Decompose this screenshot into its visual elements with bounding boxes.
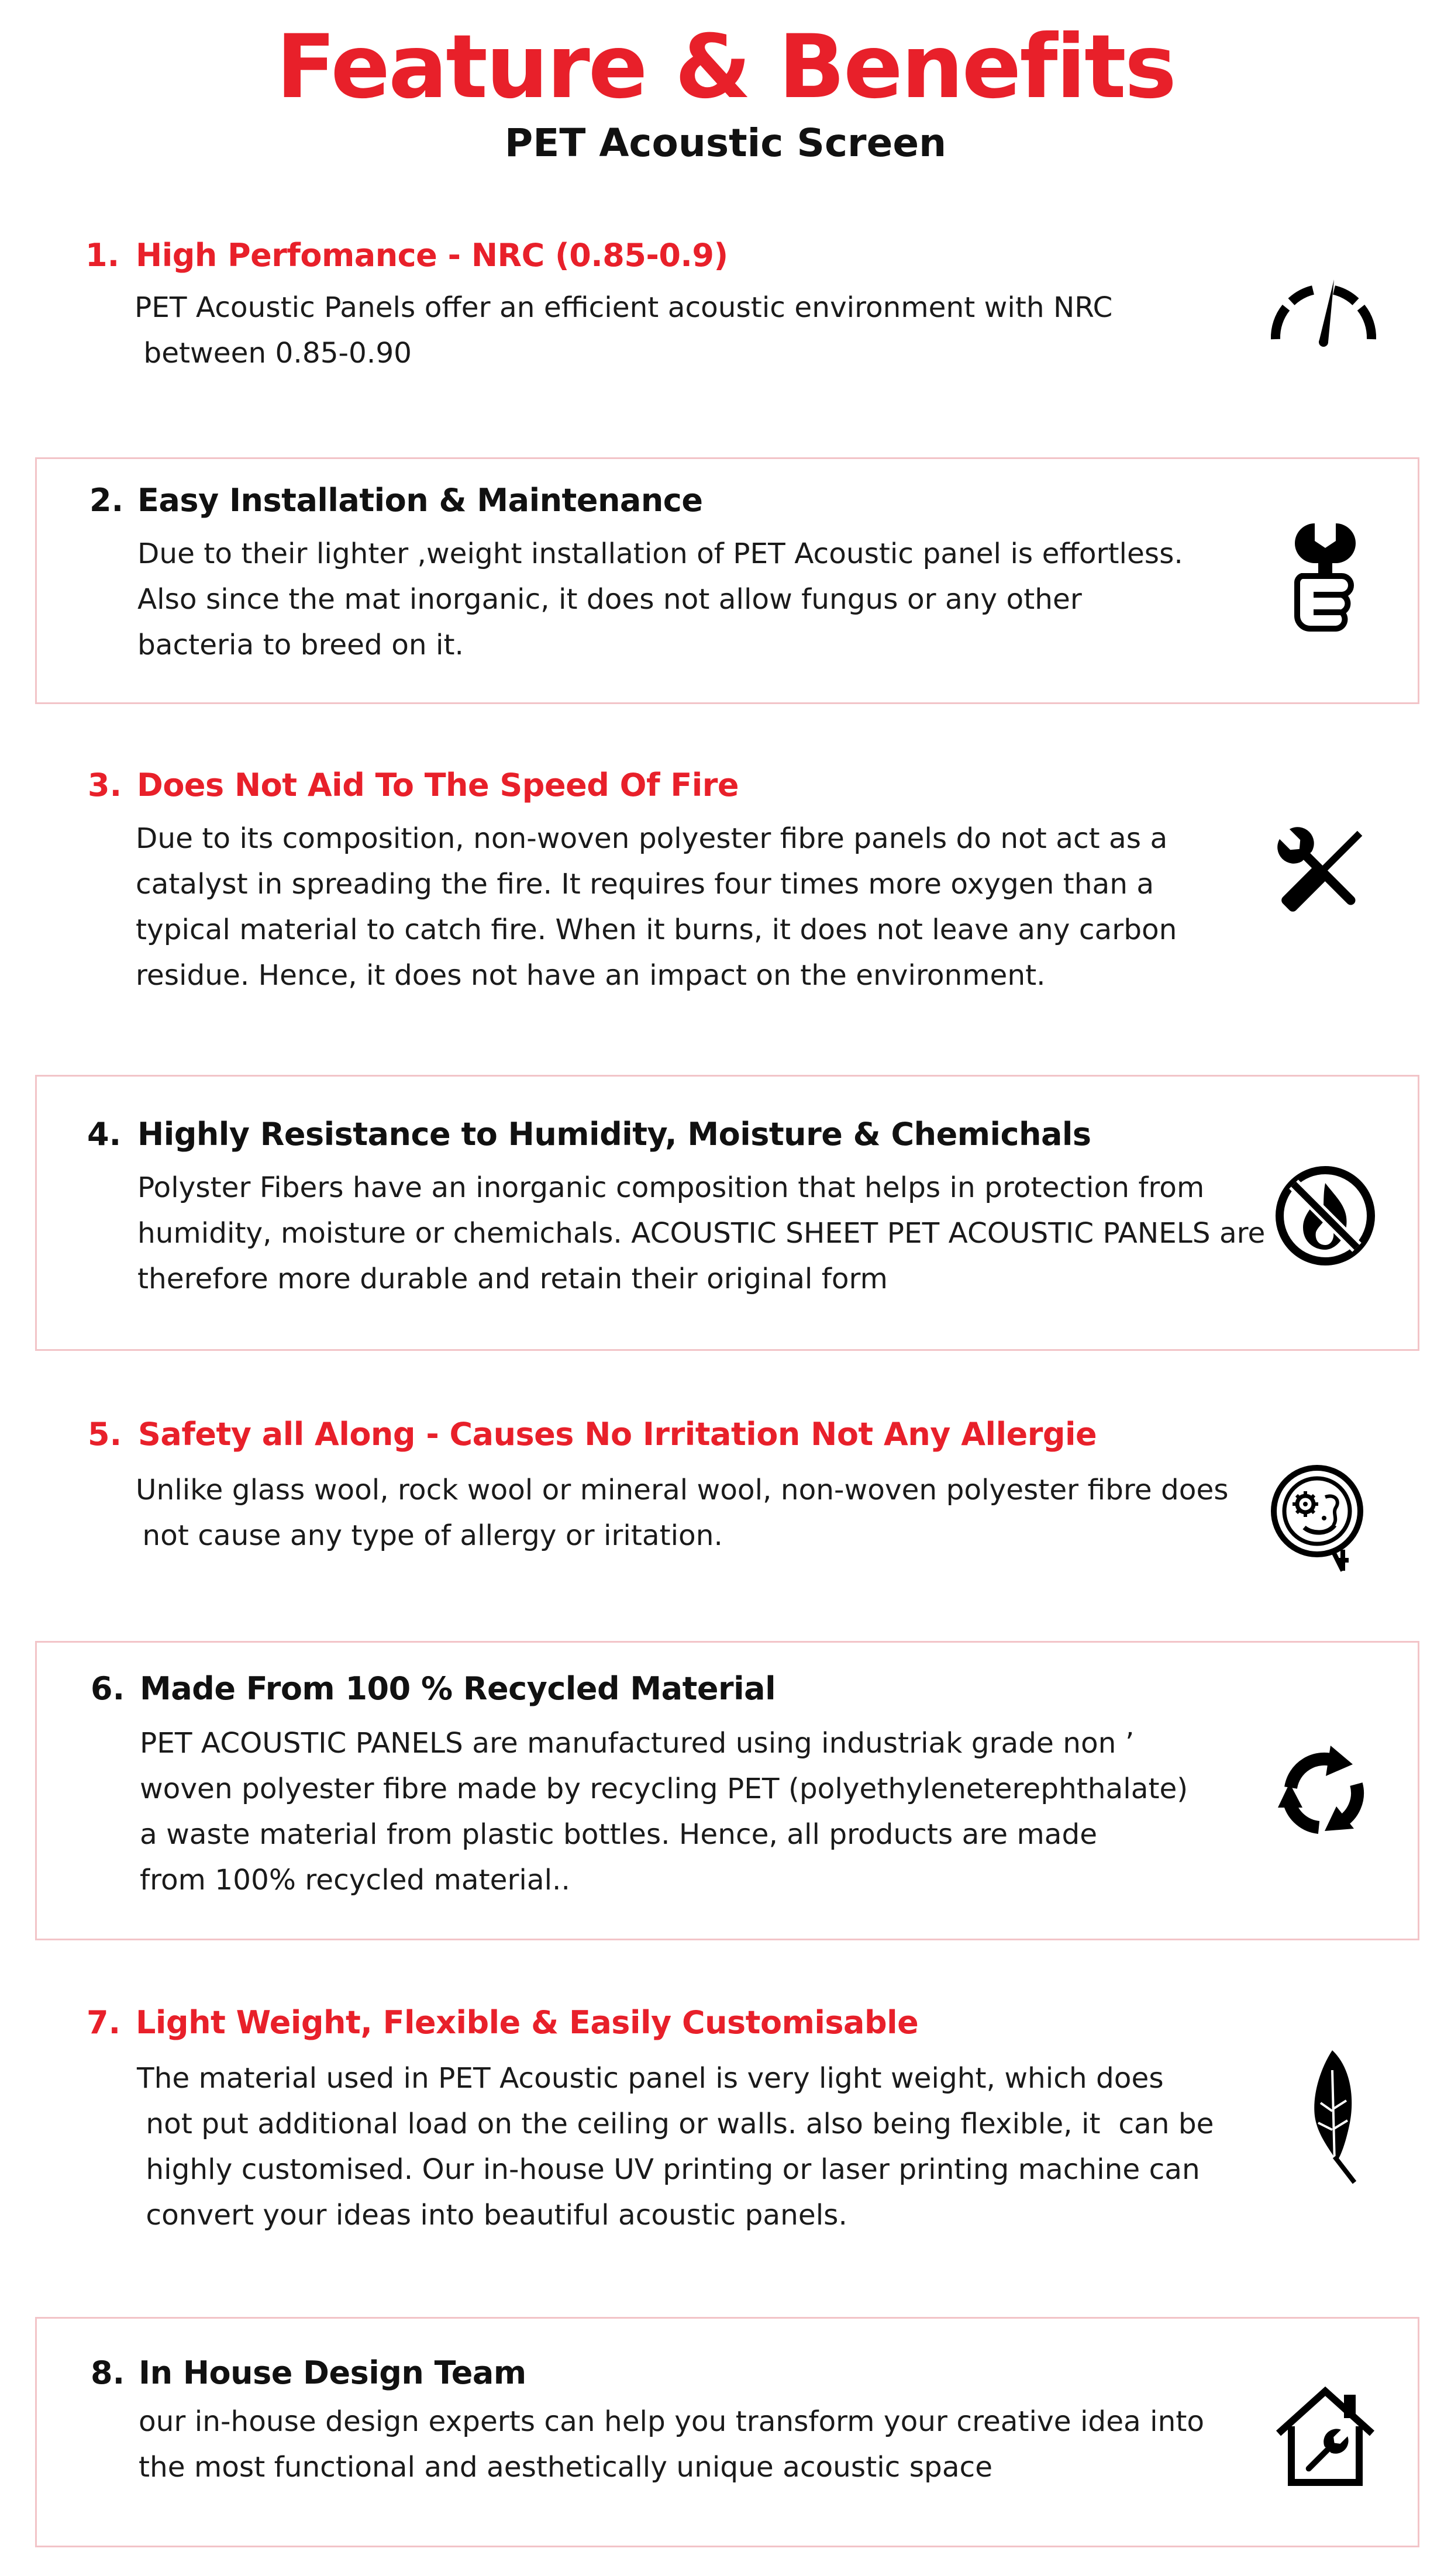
feature-heading: High Perfomance - NRC (0.85-0.9) [136,237,728,274]
feature-number: 3. [88,767,122,804]
feature-text-line: woven polyester fibre made by recycling PET (polyethyleneterephthalate) [140,1772,1188,1805]
feature-number: 8. [91,2354,125,2391]
feather-icon [1301,2047,1371,2187]
feature-number: 1. [85,237,120,274]
feature-text-line: PET Acoustic Panels offer an efficient acoustic environment with NRC [135,291,1113,324]
feature-heading: Highly Resistance to Humidity, Moisture & Chemichals [137,1116,1091,1153]
feature-text-line: catalyst in spreading the fire. It requires four times more oxygen than a [136,868,1154,901]
page-subtitle: PET Acoustic Screen [504,120,947,165]
feature-text-line: highly customised. Our in-house UV printing or laser printing machine can [137,2153,1200,2186]
feature-text-line: a waste material from plastic bottles. Hence, all products are made [140,1818,1098,1851]
feature-text-line: between 0.85-0.90 [135,337,412,370]
feature-text-line: humidity, moisture or chemichals. ACOUSTIC SHEET PET ACOUSTIC PANELS are [137,1217,1266,1250]
feature-item-8 [35,2317,1419,2547]
feature-number: 5. [88,1416,122,1453]
feature-item-2 [35,457,1419,704]
feature-text-line: not put additional load on the ceiling or walls. also being flexible, it can be [137,2108,1214,2140]
feature-text-line: our in-house design experts can help you transform your creative idea into [139,2405,1205,2438]
feature-text-line: residue. Hence, it does not have an impact on the environment. [136,959,1046,992]
feature-heading: Light Weight, Flexible & Easily Customisable [136,2004,919,2041]
feature-text-line: Unlike glass wool, rock wool or mineral wool, non-woven polyester fibre does [136,1474,1229,1506]
germ-magnifier-icon [1263,1462,1380,1579]
house-wrench-icon [1267,2377,1384,2494]
feature-item-4 [35,1075,1419,1351]
feature-heading: Made From 100 % Recycled Material [140,1670,776,1707]
feature-text-line: Polyster Fibers have an inorganic composition that helps in protection from [137,1171,1205,1204]
wrench-screwdriver-icon [1263,813,1380,930]
feature-heading: Does Not Aid To The Speed Of Fire [137,767,739,804]
feature-number: 6. [91,1670,125,1707]
feature-text-line: not cause any type of allergy or iritation. [133,1519,723,1552]
feature-heading: Easy Installation & Maintenance [137,482,703,519]
feature-item-6 [35,1641,1419,1940]
feature-number: 7. [87,2004,121,2041]
feature-number: 2. [89,482,124,519]
feature-text-line: therefore more durable and retain their original form [137,1263,888,1295]
page-title: Feature & Benefits [275,16,1176,118]
feature-text-line: Due to their lighter ,weight installation of PET Acoustic panel is effortless. [137,537,1183,570]
feature-heading: In House Design Team [139,2354,526,2391]
feature-text-line: typical material to catch fire. When it burns, it does not leave any carbon [136,913,1177,946]
speedometer-icon [1265,263,1382,380]
feature-text-line: PET ACOUSTIC PANELS are manufactured using industriak grade non ’ [140,1727,1135,1760]
feature-text-line: the most functional and aesthetically unique acoustic space [139,2451,993,2484]
feature-item-7 [35,1988,1419,2257]
hand-wrench-icon [1267,518,1384,634]
recycle-icon [1265,1734,1382,1851]
feature-text-line: The material used in PET Acoustic panel is very light weight, which does [137,2062,1164,2095]
feature-item-1 [35,222,1419,398]
feature-heading: Safety all Along - Causes No Irritation Not Any Allergie [138,1416,1097,1453]
feature-text-line: bacteria to breed on it. [137,629,464,661]
feature-item-3 [35,749,1419,1029]
feature-text-line: Due to its composition, non-woven polyester fibre panels do not act as a [136,822,1168,855]
feature-text-line: from 100% recycled material.. [140,1864,570,1896]
feature-item-5 [35,1403,1419,1596]
feature-text-line: convert your ideas into beautiful acoustic panels. [137,2199,847,2232]
feature-text-line: Also since the mat inorganic, it does not allow fungus or any other [137,583,1082,616]
no-fire-icon [1267,1157,1384,1274]
feature-number: 4. [87,1116,122,1153]
